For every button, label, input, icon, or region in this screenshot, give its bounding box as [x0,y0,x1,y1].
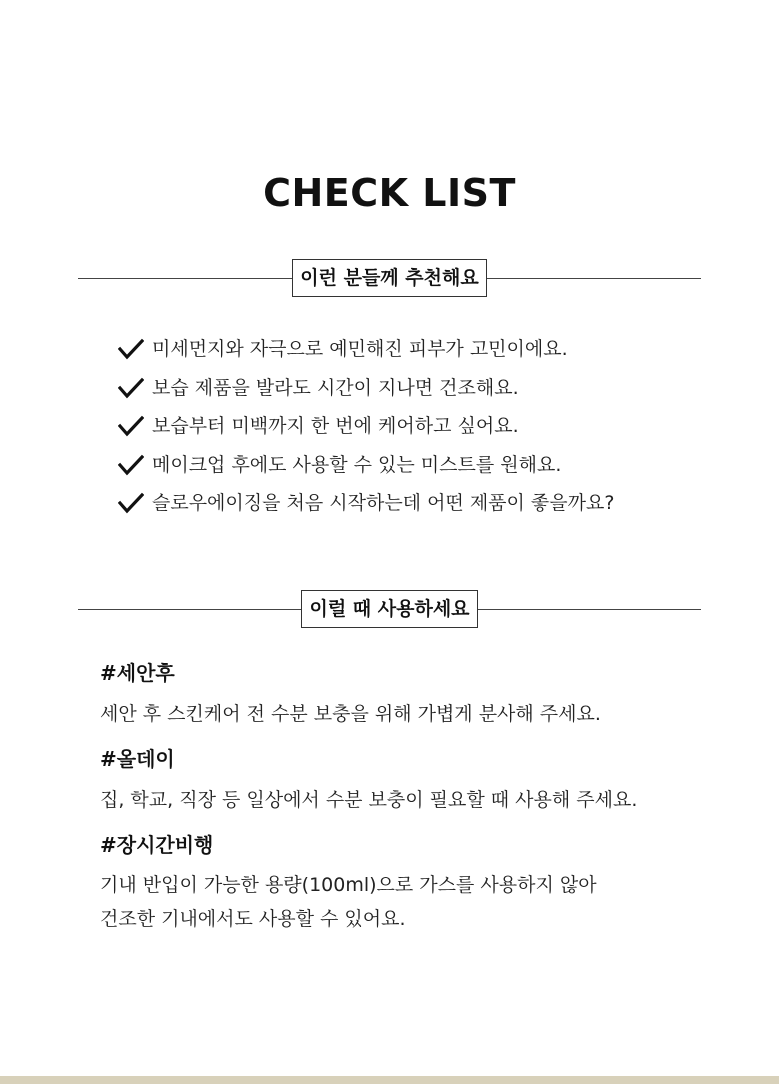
check-item [118,484,614,523]
usage-desc-long-flight: 기내 반입이 가능한 용량(100ml)으로 가스를 사용하지 않아 건조한 기내에서도 사용할 수 있어요. [100,874,597,930]
usage-desc-after-cleansing: 세안 후 스킨케어 전 수분 보충을 위해 가볍게 분사해 주세요. [100,703,601,725]
usage-tag-long-flight: #장시간비행 [100,833,214,857]
usage-tag-all-day: #올데이 [100,747,175,771]
check-item-text: 보습부터 미백까지 한 번에 케어하고 싶어요. [152,415,519,438]
checkmark-icon [118,492,144,514]
check-item-text: 보습 제품을 발라도 시간이 지나면 건조해요. [152,376,519,399]
check-item [118,407,614,446]
usage-list [100,660,720,954]
recommend-heading: 이런 분들께 추천해요 [292,259,486,297]
page-title: CHECK LIST [263,171,516,216]
check-item-text: 메이크업 후에도 사용할 수 있는 미스트를 원해요. [152,453,562,476]
check-item [118,446,614,485]
check-item [118,330,614,369]
usage-desc-all-day: 집, 학교, 직장 등 일상에서 수분 보충이 필요할 때 사용해 주세요. [100,789,638,811]
check-item-text: 슬로우에이징을 처음 시작하는데 어떤 제품이 좋을까요? [152,492,615,515]
usage-heading: 이럴 때 사용하세요 [301,590,477,628]
usage-tag-after-cleansing: #세안후 [100,661,175,685]
checkmark-icon [118,338,144,360]
usage-section-divider [78,590,701,630]
checkmark-icon [118,377,144,399]
checkmark-icon [118,415,144,437]
checkmark-icon [118,454,144,476]
check-item-text: 미세먼지와 자극으로 예민해진 피부가 고민이에요. [152,338,568,361]
check-item [118,369,614,408]
footer-band [0,1076,779,1084]
recommend-section-divider [78,259,701,299]
recommend-checklist [118,330,614,523]
